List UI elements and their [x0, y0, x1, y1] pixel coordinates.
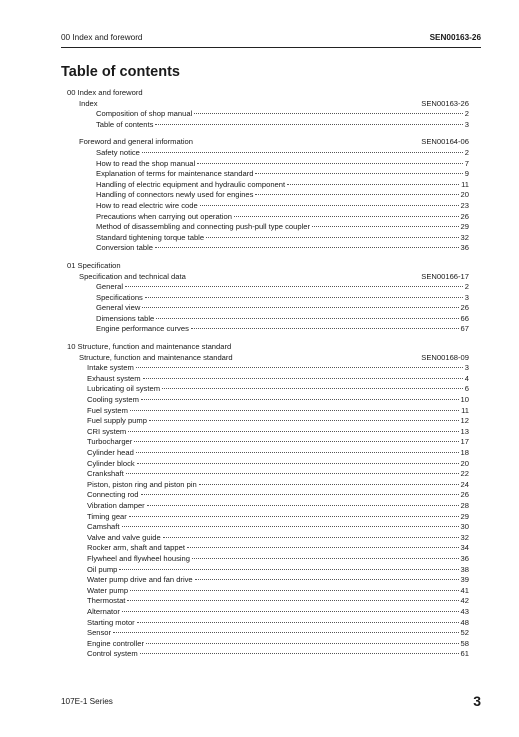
entry-label: CRI system: [87, 426, 127, 436]
dot-leader: [146, 643, 459, 644]
entry-page: 43: [460, 606, 469, 616]
entry-page: 9: [464, 169, 469, 179]
entry-label: Method of disassembling and connecting push-pull type coupler: [96, 222, 311, 232]
entry-label: Oil pump: [87, 564, 118, 574]
entry-label: Table of contents: [96, 119, 154, 129]
entry-label: Composition of shop manual: [96, 109, 193, 119]
toc-entry: [67, 120, 469, 131]
entry-page: 58: [460, 638, 469, 648]
header-doc-code: SEN00163-26: [429, 33, 481, 42]
subsection-heading: [67, 99, 469, 110]
toc-entry: [67, 575, 469, 586]
toc-entry: [67, 180, 469, 191]
dot-leader: [136, 452, 459, 453]
toc-entry: [67, 201, 469, 212]
entry-page: 22: [460, 469, 469, 479]
dot-leader: [149, 420, 459, 421]
dot-leader: [155, 124, 462, 125]
toc-entry: [67, 282, 469, 293]
dot-leader: [113, 632, 458, 633]
dot-leader: [141, 494, 459, 495]
toc-entry: [67, 374, 469, 385]
entry-page: 34: [460, 543, 469, 553]
entry-label: Fuel supply pump: [87, 416, 147, 426]
toc-entry: [67, 639, 469, 650]
toc-entry: [67, 233, 469, 244]
entry-label: General view: [96, 303, 141, 313]
entry-label: Handling of connectors newly used for engines: [96, 190, 254, 200]
toc-entry: [67, 607, 469, 618]
page-header: [61, 33, 481, 48]
entry-label: Crankshaft: [87, 469, 124, 479]
subsection-code: SEN00164-06: [421, 137, 469, 147]
entry-page: 6: [464, 384, 469, 394]
entry-label: Control system: [87, 649, 138, 659]
entry-label: Flywheel and flywheel housing: [87, 553, 190, 563]
toc-entry: [67, 596, 469, 607]
entry-label: Explanation of terms for maintenance standard: [96, 169, 254, 179]
entry-page: 7: [464, 158, 469, 168]
toc-entry: [67, 109, 469, 120]
entry-page: 24: [460, 479, 469, 489]
entry-label: Standard tightening torque table: [96, 232, 205, 242]
dot-leader: [195, 579, 459, 580]
entry-label: Camshaft: [87, 522, 120, 532]
dot-leader: [143, 378, 463, 379]
subsection-heading: [67, 272, 469, 283]
entry-label: Starting motor: [87, 617, 135, 627]
dot-leader: [130, 590, 458, 591]
toc-entry: [67, 512, 469, 523]
entry-label: Water pump: [87, 585, 129, 595]
subsection-code: SEN00163-26: [421, 98, 469, 108]
dot-leader: [162, 388, 463, 389]
toc-entry: [67, 437, 469, 448]
entry-label: Cooling system: [87, 395, 139, 405]
entry-page: 17: [460, 437, 469, 447]
toc-entry: [67, 501, 469, 512]
entry-page: 26: [460, 211, 469, 221]
dot-leader: [141, 399, 459, 400]
toc-entry: [67, 148, 469, 159]
dot-leader: [255, 194, 458, 195]
entry-label: Valve and valve guide: [87, 532, 161, 542]
toc-entry: [67, 469, 469, 480]
dot-leader: [142, 152, 463, 153]
toc-entry: [67, 314, 469, 325]
dot-leader: [137, 622, 459, 623]
toc-entry: [67, 586, 469, 597]
dot-leader: [128, 431, 458, 432]
toc-entry: [67, 303, 469, 314]
entry-label: Exhaust system: [87, 373, 141, 383]
entry-label: Safety notice: [96, 147, 140, 157]
page-title: Table of contents: [61, 64, 180, 80]
entry-page: 26: [460, 303, 469, 313]
dot-leader: [130, 410, 459, 411]
dot-leader: [122, 611, 459, 612]
toc-entry: [67, 222, 469, 233]
entry-page: 3: [464, 363, 469, 373]
entry-label: Thermostat: [87, 596, 126, 606]
entry-label: Handling of electric equipment and hydraulic component: [96, 179, 286, 189]
toc-entry: [67, 406, 469, 417]
entry-page: 28: [460, 500, 469, 510]
entry-label: Dimensions table: [96, 313, 155, 323]
dot-leader: [127, 600, 458, 601]
entry-page: 30: [460, 522, 469, 532]
entry-page: 11: [461, 179, 469, 189]
entry-page: 11: [461, 405, 469, 415]
dot-leader: [206, 237, 458, 238]
entry-page: 2: [464, 109, 469, 119]
entry-page: 4: [464, 373, 469, 383]
dot-leader: [122, 526, 459, 527]
subsection-name: Specification and technical data: [79, 271, 186, 281]
subsection-name: Foreword and general information: [79, 137, 193, 147]
dot-leader: [287, 184, 459, 185]
dot-leader: [191, 328, 459, 329]
entry-page: 32: [460, 532, 469, 542]
dot-leader: [136, 367, 463, 368]
subsection-code: SEN00166-17: [421, 271, 469, 281]
entry-page: 23: [460, 200, 469, 210]
dot-leader: [140, 653, 459, 654]
subsection-name: Index: [79, 98, 98, 108]
dot-leader: [234, 216, 459, 217]
entry-page: 2: [464, 282, 469, 292]
toc-entry: [67, 459, 469, 470]
section-title: 00 Index and foreword: [67, 88, 143, 97]
entry-page: 29: [460, 222, 469, 232]
entry-label: General: [96, 282, 124, 292]
entry-page: 61: [460, 649, 469, 659]
entry-label: Timing gear: [87, 511, 127, 521]
dot-leader: [187, 547, 459, 548]
entry-label: Specifications: [96, 292, 143, 302]
entry-label: Fuel system: [87, 405, 128, 415]
toc-entry: [67, 243, 469, 254]
footer-series: 107E-1 Series: [61, 697, 113, 706]
subsection-heading: [67, 137, 469, 148]
header-chapter: 00 Index and foreword: [61, 33, 143, 42]
toc-entry: [67, 416, 469, 427]
toc-entry: [67, 649, 469, 660]
entry-page: 26: [460, 490, 469, 500]
entry-label: Cylinder block: [87, 458, 135, 468]
entry-page: 29: [460, 511, 469, 521]
toc-entry: [67, 427, 469, 438]
toc-entry: [67, 395, 469, 406]
dot-leader: [200, 205, 459, 206]
entry-page: 41: [460, 585, 469, 595]
entry-label: Water pump drive and fan drive: [87, 575, 193, 585]
toc-entry: [67, 543, 469, 554]
entry-label: Lubricating oil system: [87, 384, 161, 394]
entry-label: Precautions when carrying out operation: [96, 211, 232, 221]
dot-leader: [156, 318, 458, 319]
toc-entry: [67, 618, 469, 629]
dot-leader: [134, 441, 458, 442]
entry-page: 32: [460, 232, 469, 242]
dot-leader: [147, 505, 459, 506]
entry-page: 13: [460, 426, 469, 436]
entry-page: 42: [460, 596, 469, 606]
entry-page: 67: [460, 324, 469, 334]
toc-entry: [67, 169, 469, 180]
toc-entry: [67, 212, 469, 223]
entry-label: Connecting rod: [87, 490, 139, 500]
toc-entry: [67, 293, 469, 304]
entry-page: 52: [460, 628, 469, 638]
toc-entry: [67, 554, 469, 565]
entry-page: 48: [460, 617, 469, 627]
dot-leader: [197, 163, 463, 164]
dot-leader: [129, 516, 459, 517]
toc-entry: [67, 159, 469, 170]
entry-label: Sensor: [87, 628, 112, 638]
toc-entry: [67, 480, 469, 491]
toc-entry: [67, 384, 469, 395]
section-title: 01 Specification: [67, 260, 121, 270]
entry-page: 39: [460, 575, 469, 585]
dot-leader: [192, 558, 459, 559]
entry-page: 2: [464, 147, 469, 157]
toc-entry: [67, 448, 469, 459]
entry-page: 10: [460, 395, 469, 405]
dot-leader: [255, 173, 462, 174]
dot-leader: [312, 226, 459, 227]
entry-page: 66: [460, 313, 469, 323]
entry-label: Alternator: [87, 606, 120, 616]
entry-label: Cylinder head: [87, 448, 134, 457]
entry-label: Engine controller: [87, 638, 144, 648]
toc-entry: [67, 363, 469, 374]
subsection-name: Structure, function and maintenance standard: [79, 352, 233, 362]
dot-leader: [194, 113, 463, 114]
entry-label: Piston, piston ring and piston pin: [87, 479, 197, 489]
footer-page-number: 3: [473, 693, 481, 709]
subsection-heading: [67, 353, 469, 364]
entry-label: Engine performance curves: [96, 324, 189, 334]
toc-entry: [67, 533, 469, 544]
dot-leader: [126, 473, 459, 474]
section-title: 10 Structure, function and maintenance standard: [67, 342, 232, 352]
entry-label: Conversion table: [96, 243, 153, 253]
dot-leader: [199, 484, 459, 485]
dot-leader: [142, 307, 458, 308]
entry-page: 20: [460, 458, 469, 468]
dot-leader: [119, 569, 458, 570]
toc-entry: [67, 190, 469, 201]
entry-label: Turbocharger: [87, 437, 133, 447]
entry-page: 36: [460, 243, 469, 253]
entry-page: 38: [460, 564, 469, 574]
toc-entry: [67, 565, 469, 576]
toc-entry: [67, 628, 469, 639]
entry-label: How to read the shop manual: [96, 158, 196, 168]
entry-label: Vibration damper: [87, 500, 145, 510]
entry-label: How to read electric wire code: [96, 200, 198, 210]
toc-entry: [67, 522, 469, 533]
entry-page: 20: [460, 190, 469, 200]
subsection-code: SEN00168-09: [421, 352, 469, 362]
toc-entry: [67, 490, 469, 501]
entry-page: 12: [460, 416, 469, 426]
dot-leader: [137, 463, 459, 464]
dot-leader: [145, 297, 463, 298]
toc-entry: [67, 324, 469, 335]
entry-page: 3: [464, 292, 469, 302]
entry-label: Rocker arm, shaft and tappet: [87, 543, 185, 553]
table-of-contents: [67, 88, 469, 660]
dot-leader: [125, 286, 463, 287]
dot-leader: [155, 247, 459, 248]
entry-page: 36: [460, 553, 469, 563]
entry-label: Intake system: [87, 363, 134, 373]
entry-page: 18: [460, 448, 469, 457]
dot-leader: [163, 537, 459, 538]
entry-page: 3: [464, 119, 469, 129]
